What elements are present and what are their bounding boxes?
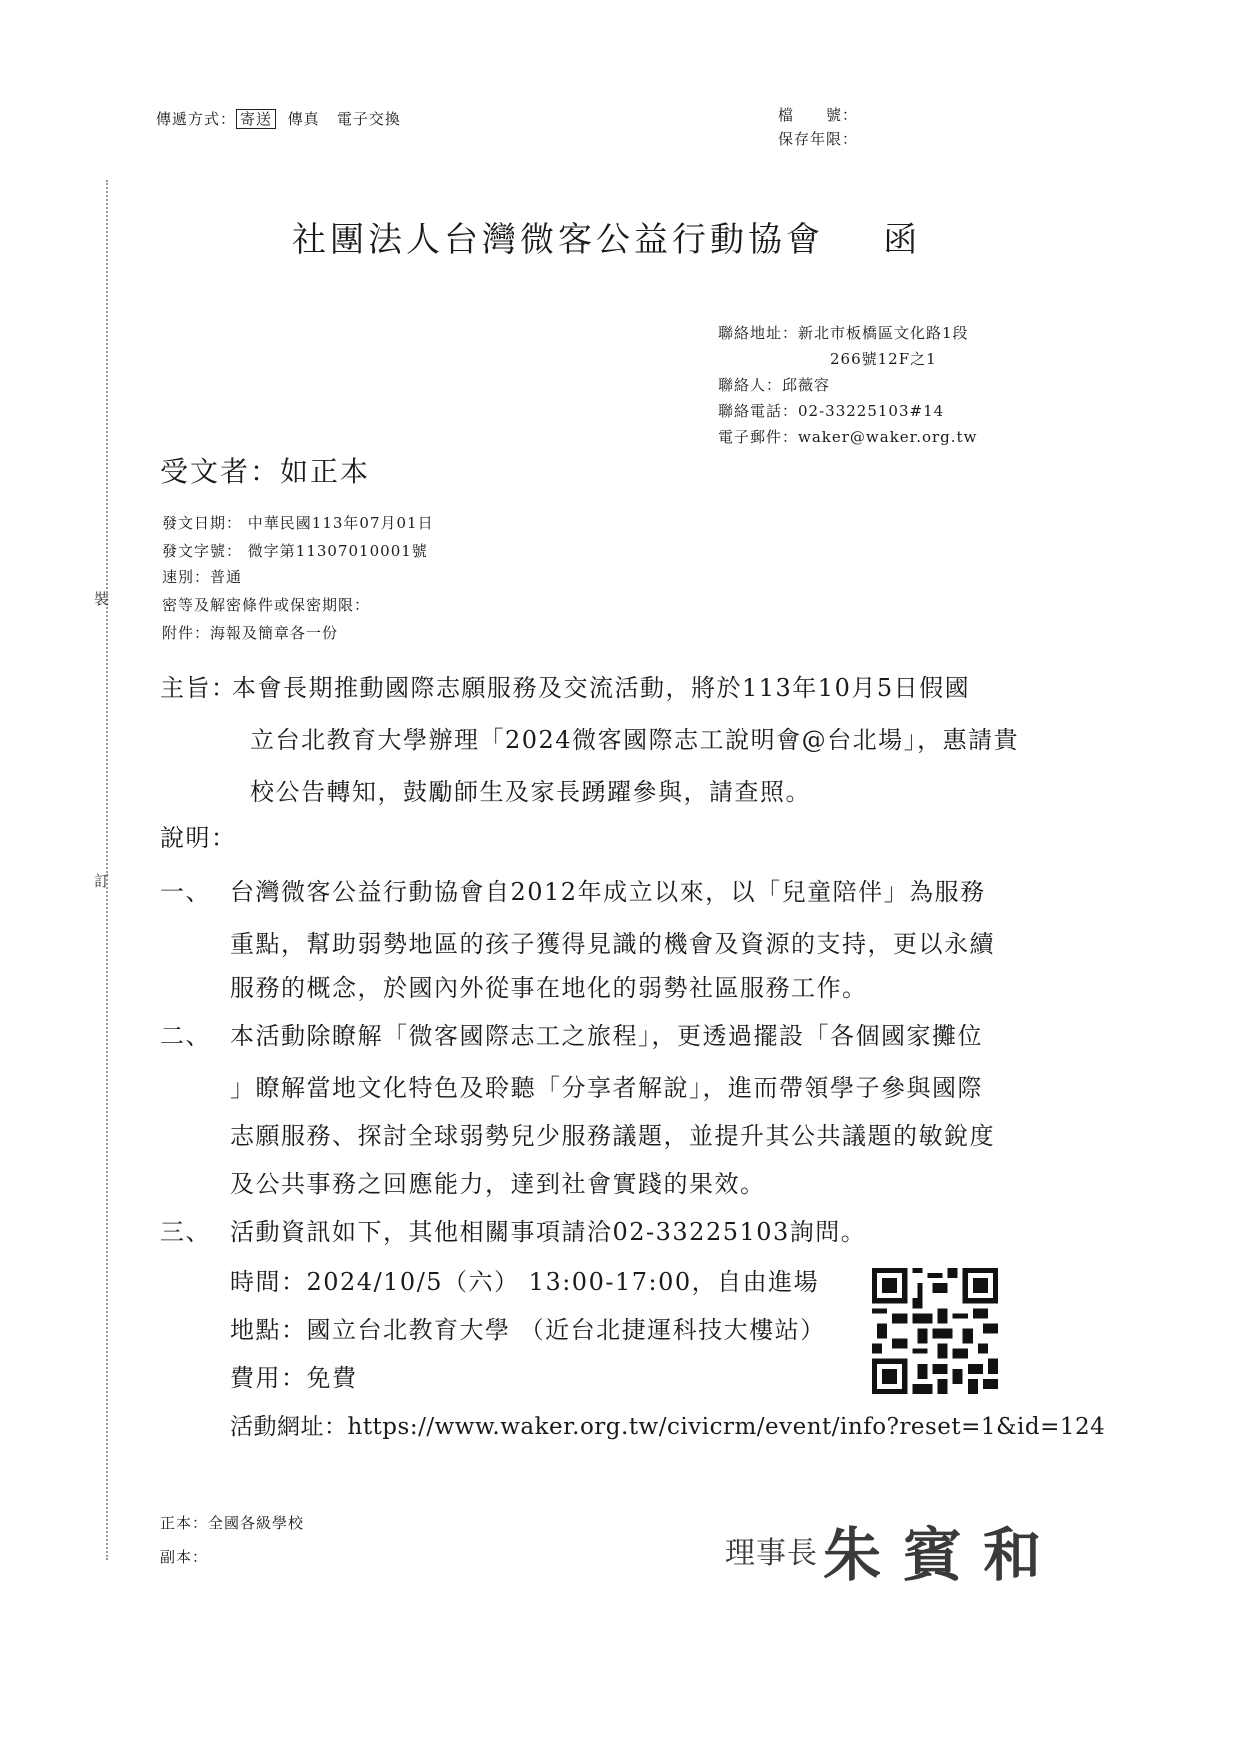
secrecy-label: 密等及解密條件或保密期限： [162,596,371,614]
contact-person [718,374,830,395]
item-2-line-1: 本活動除瞭解「微客國際志工之旅程」，更透過擺設「各個國家攤位 [230,1022,983,1050]
item-2-line-3: 志願服務、探討全球弱勢兒少服務議題，並提升其公共議題的敏銳度 [230,1122,995,1150]
issue-date [162,512,434,533]
address-line1: 新北市板橋區文化路1段 [798,324,969,342]
retention-label: 保存年限： [778,130,859,148]
speed [162,566,242,587]
email-value: waker@waker.org.tw [798,428,978,446]
original-value: 全國各級學校 [208,1514,305,1532]
email-label: 電子郵件： [718,428,799,446]
binding-mark-top: 裝 [94,590,110,608]
doc-type: 函 [883,220,922,260]
explanation-label: 說明： [160,824,237,852]
address-label: 聯絡地址： [718,324,799,342]
subject-line-2: 立台北教育大學辦理「2024微客國際志工說明會@台北場」，惠請貴 [250,726,1020,754]
item-3-line-1: 活動資訊如下，其他相關事項請洽02-33225103詢問。 [230,1218,867,1246]
org-name: 社團法人台灣微客公益行動協會 [292,220,824,260]
signature-seal [725,1508,1063,1592]
event-url[interactable]: 活動網址：https://www.waker.org.tw/civicrm/event/info?reset=1&id=124 [230,1414,1106,1440]
delivery-selected: 寄送 [236,109,276,129]
item-1-number: 一、 [160,878,211,906]
phone-value: 02-33225103#14 [798,402,945,420]
issue-date-value: 中華民國113年07月01日 [247,514,434,532]
contact-phone [718,400,944,421]
phone-label: 聯絡電話： [718,402,799,420]
item-1-line-1: 台灣微客公益行動協會自2012年成立以來，以「兒童陪伴」為服務 [230,878,986,906]
issue-number-label: 發文字號： [162,542,243,560]
document-title [292,212,921,261]
item-1-line-2: 重點，幫助弱勢地區的孩子獲得見識的機會及資源的支持，更以永續 [230,930,995,958]
attachment-label: 附件： [162,624,211,642]
speed-value: 普通 [210,568,243,586]
file-number-label: 檔 號： [778,106,859,124]
recipient [160,450,370,490]
original-recipients [160,1512,304,1533]
subject-line-3: 校公告轉知，鼓勵師生及家長踴躍參與，請查照。 [250,778,811,806]
original-label: 正本： [160,1514,209,1532]
recipient-value: 如正本 [280,455,371,488]
subject-label: 主旨： [160,674,237,702]
contact-email [718,426,977,447]
delivery-electronic: 電子交換 [336,110,401,128]
binding-mark-bottom: 訂 [94,872,110,890]
person-label: 聯絡人： [718,376,783,394]
event-fee: 費用：免費 [230,1364,358,1392]
delivery-method [156,108,401,129]
issue-date-label: 發文日期： [162,514,243,532]
signature-role: 理事長 [725,1536,818,1571]
issue-number-value: 微字第11307010001號 [247,542,428,560]
item-3-number: 三、 [160,1218,211,1246]
qr-code-icon [872,1268,998,1394]
address-line2: 266號12F之1 [830,350,937,368]
contact-address [718,322,969,343]
signature-name: 朱賓和 [823,1521,1064,1589]
copy-label: 副本： [160,1548,209,1566]
attachment-value: 海報及簡章各一份 [210,624,339,642]
delivery-fax: 傳真 [287,110,320,128]
issue-number [162,540,428,561]
speed-label: 速別： [162,568,211,586]
delivery-label: 傳遞方式： [156,110,237,128]
subject-line-1: 本會長期推動國際志願服務及交流活動，將於113年10月5日假國 [232,674,971,702]
event-time: 時間：2024/10/5（六） 13:00-17:00，自由進場 [230,1268,820,1296]
item-2-number: 二、 [160,1022,211,1050]
item-1-line-3: 服務的概念，於國內外從事在地化的弱勢社區服務工作。 [230,974,868,1002]
attachment [162,622,338,643]
event-place: 地點：國立台北教育大學 （近台北捷運科技大樓站） [230,1316,826,1344]
item-2-line-2: 」瞭解當地文化特色及聆聽「分享者解說」，進而帶領學子參與國際 [230,1074,983,1102]
item-2-line-4: 及公共事務之回應能力，達到社會實踐的果效。 [230,1170,766,1198]
person-name: 邱薇容 [782,376,831,394]
recipient-label: 受文者： [160,455,281,488]
